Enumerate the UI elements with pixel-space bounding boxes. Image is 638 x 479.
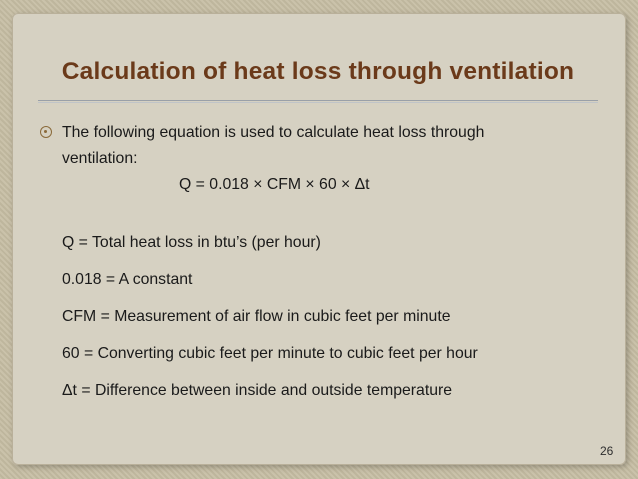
definition-delta-t: Δt = Difference between inside and outside temperature: [62, 382, 453, 399]
circled-dot-icon: [40, 126, 52, 138]
bullet-text-line-2: ventilation:: [62, 150, 138, 167]
title-divider-shadow: [38, 102, 598, 103]
page-number: 26: [600, 444, 614, 458]
bullet-text-line-1: The following equation is used to calculate heat loss through: [62, 124, 485, 141]
definition-cfm: CFM = Measurement of air flow in cubic feet per minute: [62, 308, 451, 325]
equation: Q = 0.018 × CFM × 60 × Δt: [179, 176, 370, 193]
definition-60: 60 = Converting cubic feet per minute to cubic feet per hour: [62, 345, 478, 362]
definition-q: Q = Total heat loss in btu’s (per hour): [62, 234, 321, 251]
slide-title: Calculation of heat loss through ventilation: [61, 58, 575, 85]
title-divider: [38, 100, 598, 101]
definition-constant: 0.018 = A constant: [62, 271, 193, 288]
